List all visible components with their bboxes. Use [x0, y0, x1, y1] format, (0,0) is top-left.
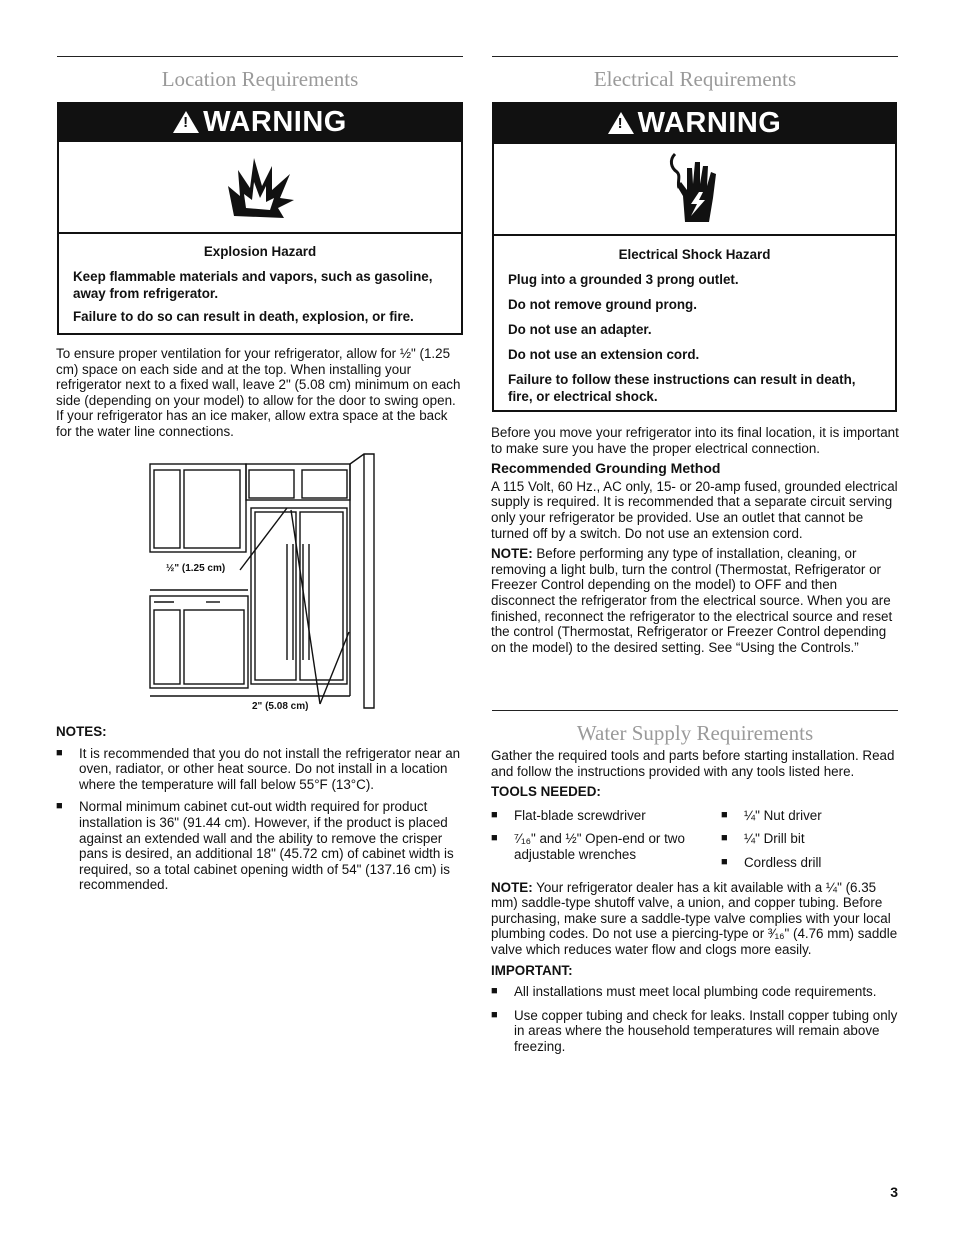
tools-right [721, 808, 891, 871]
water-heading: Water Supply Requirements [576, 721, 814, 745]
shock-warning-box [492, 102, 897, 412]
explosion-warning-line1: Keep flammable materials and vapors, such as gasoline, away from refrigerator. [73, 269, 433, 301]
tools-left [491, 808, 721, 871]
warning-triangle-icon: ! [608, 112, 634, 134]
tool-item: ■ Cordless drill [721, 855, 891, 871]
important-item: ■ Use copper tubing and check for leaks. Install copper tubing only in areas where the household temperatures will remain above freezing. [491, 1008, 899, 1055]
electrical-body [491, 425, 899, 655]
page-number: 3 [890, 1184, 898, 1200]
two-inch-label: 2" (5.08 cm) [252, 701, 309, 712]
tool-item: ■ ⁷⁄₁₆" and ½" Open-end or two adjustable wrenches [491, 831, 699, 862]
notes-heading: NOTES: [56, 724, 107, 739]
explosion-icon [224, 152, 296, 222]
warning-triangle-icon: ! [173, 111, 199, 133]
electrical-note [491, 546, 899, 655]
water-rule [492, 710, 898, 711]
tool-item: ■ ¼" Nut driver [721, 808, 891, 824]
clearance-diagram [148, 452, 380, 717]
water-intro: Gather the required tools and parts before starting installation. Read and follow the instructions provided with any tools listed here. [491, 748, 895, 779]
tool-item: ■ ¼" Drill bit [721, 831, 891, 847]
tools-list [491, 808, 899, 871]
explosion-icon-panel [59, 140, 461, 234]
warning-title: WARNING [637, 106, 782, 139]
explosion-hazard-label: Explosion Hazard [203, 244, 317, 259]
note-label: NOTE: [491, 879, 533, 895]
location-notes [56, 724, 462, 893]
important-heading: IMPORTANT: [491, 962, 573, 978]
shock-warning-line: Plug into a grounded 3 prong outlet. [508, 272, 739, 287]
shock-warning-line: Do not remove ground prong. [508, 297, 697, 312]
warning-title: WARNING [203, 105, 347, 138]
explosion-warning-line2: Failure to do so can result in death, explosion, or fire. [73, 309, 414, 324]
water-body [491, 748, 899, 1055]
water-note [491, 880, 899, 958]
right-top-rule [492, 56, 898, 57]
grounding-text: A 115 Volt, 60 Hz., AC only, 15- or 20-amp fused, grounded electrical supply is required. It is recommended that a separate circuit serving only your refrigerator be provided. Use an outlet that cannot be turned off by a switch. Do not use an extension cord. [491, 478, 898, 541]
shock-icon-panel [494, 142, 895, 236]
explosion-warning-box [57, 102, 463, 335]
electric-shock-icon [665, 152, 725, 226]
warning-bar [494, 104, 895, 142]
important-item: ■ All installations must meet local plumbing code requirements. [491, 984, 899, 1000]
location-intro-text: To ensure proper ventilation for your refrigerator, allow for ½" (1.25 cm) space on each side and at the top. When installing your refrigerator next to a fixed wall, leave 2" (5.08 cm) minimum on each side (depending on your model) to allow for the door to swing open. If your refrigerator has an ice maker, allow extra space at the back for the water line connections. [56, 346, 461, 439]
left-top-rule [57, 56, 463, 57]
warning-bar [59, 104, 461, 140]
note-item: ■ Normal minimum cabinet cut-out width required for product installation is 36" (91.44 cm). However, if the product is placed against an extended wall and the ability to remove the crisper pans is desired, an additional 18" (45.72 cm) of cabinet width is required, so a total cabinet opening width of 54" (137.16 cm) is recommended. [56, 799, 462, 893]
tools-heading: TOOLS NEEDED: [491, 784, 601, 800]
note-text: Your refrigerator dealer has a kit available with a ¼" (6.35 mm) saddle-type shutoff valve, a union, and copper tubing. Before purchasing, make sure a saddle-type valve complies with your local plumbing codes. Do not use a piercing-type or ³⁄₁₆" (4.76 mm) saddle valve which reduces water flow and clogs more easily. [491, 879, 898, 957]
location-heading: Location Requirements [161, 67, 359, 91]
location-intro [56, 346, 462, 440]
shock-hazard-label: Electrical Shock Hazard [618, 247, 771, 262]
note-text: Before performing any type of installation, cleaning, or removing a light bulb, turn the control (Thermostat, Refrigerator or Freezer Control depending on the model) to OFF and then disconnect the refrigerator from the electrical source. When you are finished, reconnect the refrigerator to the electrical source and reset the control (Thermostat, Refrigerator or Freezer Control depending on the model) to the desired setting. See “Using the Controls.” [491, 546, 893, 655]
grounding-heading: Recommended Grounding Method [491, 460, 721, 477]
note-label: NOTE: [491, 546, 533, 562]
electrical-heading: Electrical Requirements [593, 67, 797, 91]
half-inch-label: ½" (1.25 cm) [166, 563, 226, 574]
shock-warning-line: Do not use an adapter. [508, 322, 652, 337]
shock-warning-line: Do not use an extension cord. [508, 347, 700, 362]
note-item: ■ It is recommended that you do not install the refrigerator near an oven, radiator, or other heat source. Do not install in a location where the temperature will fall below 55°F (13°C). [56, 746, 462, 793]
tool-item: ■ Flat-blade screwdriver [491, 808, 721, 824]
electrical-intro: Before you move your refrigerator into its final location, it is important to make sure you have the proper electrical connection. [491, 425, 899, 456]
shock-warning-line: Failure to follow these instructions can result in death, fire, or electrical shock. [508, 372, 856, 404]
